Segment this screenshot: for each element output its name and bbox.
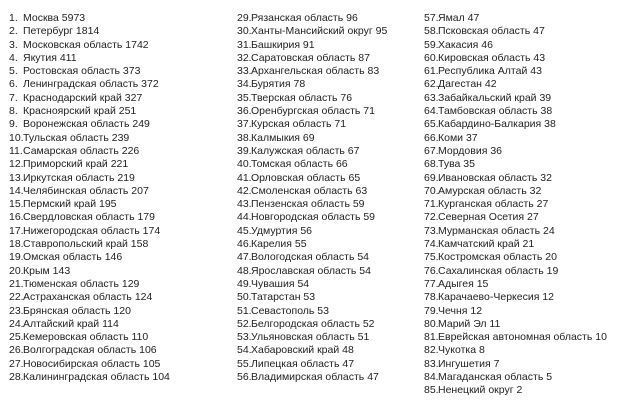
list-item-number: 36. xyxy=(237,105,252,118)
list-item-number: 14. xyxy=(9,184,24,197)
list-item xyxy=(424,25,634,38)
list-item xyxy=(237,305,437,318)
list-item-label: Волгоградская область 106 xyxy=(23,344,157,357)
list-item xyxy=(237,158,437,171)
list-item xyxy=(424,118,634,131)
list-item-number: 76. xyxy=(424,264,439,277)
list-item xyxy=(237,331,437,344)
list-item xyxy=(9,278,224,291)
list-item-number: 73. xyxy=(424,224,439,237)
list-item xyxy=(424,65,634,78)
list-item-label: Томская область 66 xyxy=(251,158,348,171)
region-list-column-3 xyxy=(424,12,634,398)
list-item-label: Магаданская область 5 xyxy=(438,371,553,384)
list-item-number: 80. xyxy=(424,317,439,330)
list-item-label: Приморский край 221 xyxy=(23,158,129,171)
list-item-label: Самарская область 226 xyxy=(23,144,140,157)
list-item-label: Рязанская область 96 xyxy=(251,12,358,24)
list-item-number: 23. xyxy=(9,304,24,317)
list-item-label: Северная Осетия 27 xyxy=(438,211,539,224)
list-item-label: Ингушетия 7 xyxy=(438,357,500,370)
list-item xyxy=(9,12,224,25)
list-item xyxy=(237,65,437,78)
region-list-column-2 xyxy=(237,12,437,384)
list-item-label: Орловская область 65 xyxy=(251,171,361,184)
list-item xyxy=(424,358,634,371)
list-item-label: Липецкая область 47 xyxy=(251,357,355,370)
list-item-number: 29. xyxy=(237,12,252,24)
list-item-label: Ростовская область 373 xyxy=(23,65,141,78)
list-item-number: 57. xyxy=(424,12,439,24)
list-item-number: 52. xyxy=(237,317,252,330)
list-item-label: Омская область 146 xyxy=(23,251,123,264)
list-item-number: 1. xyxy=(9,12,18,24)
list-item-label: Калининградская область 104 xyxy=(23,371,170,384)
list-item-label: Пермский край 195 xyxy=(23,198,117,211)
list-item-number: 11. xyxy=(9,144,23,157)
list-item-label: Сахалинская область 19 xyxy=(438,264,559,277)
list-item-label: Удмуртия 56 xyxy=(251,224,313,237)
list-item-number: 40. xyxy=(237,158,252,171)
list-item-number: 79. xyxy=(424,304,439,317)
list-item-number: 81. xyxy=(424,331,439,344)
list-item xyxy=(237,291,437,304)
list-item xyxy=(424,158,634,171)
list-item-number: 70. xyxy=(424,184,439,197)
list-item xyxy=(424,251,634,264)
list-item-number: 20. xyxy=(9,264,24,277)
list-item xyxy=(9,25,224,38)
list-item xyxy=(237,198,437,211)
list-item xyxy=(237,52,437,65)
list-item-label: Тульская область 239 xyxy=(23,131,130,144)
list-item-number: 32. xyxy=(237,51,252,64)
list-item-label: Севастополь 53 xyxy=(251,304,329,317)
list-item-label: Вологодская область 54 xyxy=(251,251,370,264)
list-item-label: Брянская область 120 xyxy=(23,304,131,317)
list-item-label: Воронежская область 249 xyxy=(23,118,150,131)
list-item-label: Хабаровский край 48 xyxy=(251,344,354,357)
list-item-label: Свердловская область 179 xyxy=(23,211,155,224)
list-item-number: 82. xyxy=(424,344,439,357)
list-item-number: 53. xyxy=(237,331,252,344)
list-item-number: 47. xyxy=(237,251,252,264)
list-item-number: 41. xyxy=(237,171,252,184)
list-item-label: Пензенская область 59 xyxy=(251,198,365,211)
list-item xyxy=(9,39,224,52)
list-item-label: Астраханская область 124 xyxy=(23,291,153,304)
list-item-label: Ханты-Мансийский округ 95 xyxy=(251,25,388,38)
list-item xyxy=(424,225,634,238)
list-item xyxy=(9,211,224,224)
list-item-label: Краснодарский край 327 xyxy=(23,91,143,104)
list-item-label: Калмыкия 69 xyxy=(251,131,315,144)
list-item-label: Чувашия 54 xyxy=(251,277,310,290)
list-item xyxy=(237,78,437,91)
list-item xyxy=(424,344,634,357)
list-item xyxy=(9,78,224,91)
list-item-label: Якутия 411 xyxy=(23,51,77,64)
list-item xyxy=(237,251,437,264)
list-item-number: 3. xyxy=(9,38,18,51)
list-item-label: Нижегородская область 174 xyxy=(23,224,161,237)
list-item-label: Кировская область 43 xyxy=(438,51,546,64)
list-item-label: Курганская область 27 xyxy=(438,198,549,211)
list-item xyxy=(424,371,634,384)
list-item-number: 35. xyxy=(237,91,252,104)
list-item-number: 4. xyxy=(9,51,18,64)
list-item-label: Республика Алтай 43 xyxy=(438,65,542,78)
list-item xyxy=(9,344,224,357)
list-item xyxy=(424,185,634,198)
list-item xyxy=(424,198,634,211)
list-item-number: 48. xyxy=(237,264,252,277)
list-item xyxy=(9,265,224,278)
list-item xyxy=(424,39,634,52)
list-item xyxy=(9,172,224,185)
list-item-label: Ненецкий округ 2 xyxy=(438,384,523,397)
list-item xyxy=(9,305,224,318)
list-item-number: 27. xyxy=(9,357,24,370)
list-item-number: 83. xyxy=(424,357,439,370)
list-item-label: Чукотка 8 xyxy=(438,344,485,357)
list-item-label: Ямал 47 xyxy=(438,12,480,24)
list-item-number: 45. xyxy=(237,224,252,237)
list-item-number: 39. xyxy=(237,144,252,157)
list-item-number: 84. xyxy=(424,371,439,384)
list-item-number: 72. xyxy=(424,211,439,224)
list-item xyxy=(237,344,437,357)
list-item-number: 61. xyxy=(424,65,439,78)
list-item-label: Саратовская область 87 xyxy=(251,51,370,64)
list-item-number: 8. xyxy=(9,105,18,118)
list-item-label: Тверская область 76 xyxy=(251,91,353,104)
list-item-label: Москва 5973 xyxy=(23,12,86,24)
list-item xyxy=(424,145,634,158)
list-item xyxy=(237,172,437,185)
list-item xyxy=(424,238,634,251)
list-item-number: 62. xyxy=(424,78,439,91)
list-item-number: 30. xyxy=(237,25,252,38)
list-item-label: Челябинская область 207 xyxy=(23,184,149,197)
list-item-number: 15. xyxy=(9,198,24,211)
list-item xyxy=(237,371,437,384)
list-item-label: Коми 37 xyxy=(438,131,478,144)
list-item xyxy=(9,331,224,344)
list-item-number: 58. xyxy=(424,25,439,38)
list-item-label: Хакасия 46 xyxy=(438,38,493,51)
list-item xyxy=(9,145,224,158)
list-item-number: 51. xyxy=(237,304,252,317)
list-item-number: 60. xyxy=(424,51,439,64)
list-item-number: 69. xyxy=(424,171,439,184)
list-item-label: Ярославская область 54 xyxy=(251,264,371,277)
list-item xyxy=(237,118,437,131)
list-item xyxy=(237,211,437,224)
list-item-number: 44. xyxy=(237,211,252,224)
list-item-number: 64. xyxy=(424,105,439,118)
list-item-number: 49. xyxy=(237,277,252,290)
list-item xyxy=(237,105,437,118)
list-item xyxy=(237,225,437,238)
list-item-label: Кемеровская область 110 xyxy=(23,331,149,344)
list-item xyxy=(9,291,224,304)
list-item-label: Псковская область 47 xyxy=(438,25,545,38)
list-item xyxy=(424,265,634,278)
list-item-number: 18. xyxy=(9,238,24,251)
list-item-label: Камчатский край 21 xyxy=(438,238,535,251)
list-item-label: Ставропольский край 158 xyxy=(23,238,149,251)
list-item-number: 63. xyxy=(424,91,439,104)
list-item-number: 54. xyxy=(237,344,252,357)
list-item-label: Красноярский край 251 xyxy=(23,105,137,118)
list-item-number: 50. xyxy=(237,291,252,304)
list-item-number: 19. xyxy=(9,251,24,264)
list-item-number: 13. xyxy=(9,171,24,184)
list-item-label: Тюменская область 129 xyxy=(23,277,140,290)
list-item-label: Амурская область 32 xyxy=(438,184,542,197)
list-item-number: 9. xyxy=(9,118,18,131)
list-item-label: Новосибирская область 105 xyxy=(23,357,161,370)
list-item xyxy=(424,384,634,397)
list-item-label: Ивановская область 32 xyxy=(438,171,552,184)
list-item-number: 10. xyxy=(9,131,24,144)
list-item-number: 85. xyxy=(424,384,439,397)
list-item xyxy=(424,278,634,291)
list-item-label: Алтайский край 114 xyxy=(23,317,119,330)
list-item-label: Карачаево-Черкесия 12 xyxy=(438,291,554,304)
list-item xyxy=(424,318,634,331)
list-item-label: Иркутская область 219 xyxy=(23,171,135,184)
list-item xyxy=(237,238,437,251)
list-item-number: 25. xyxy=(9,331,24,344)
list-item xyxy=(237,265,437,278)
list-item-number: 55. xyxy=(237,357,252,370)
list-item xyxy=(9,52,224,65)
list-item-label: Оренбургская область 71 xyxy=(251,105,375,118)
list-item-label: Мурманская область 24 xyxy=(438,224,555,237)
list-item-label: Ульяновская область 51 xyxy=(251,331,370,344)
list-item-number: 43. xyxy=(237,198,252,211)
list-item xyxy=(237,278,437,291)
list-item-label: Ленинградская область 372 xyxy=(23,78,159,91)
list-item xyxy=(9,225,224,238)
list-item-number: 59. xyxy=(424,38,439,51)
list-item-number: 22. xyxy=(9,291,24,304)
list-item-label: Тува 35 xyxy=(438,158,475,171)
list-item xyxy=(9,358,224,371)
list-item-number: 74. xyxy=(424,238,439,251)
list-item xyxy=(424,78,634,91)
list-item-label: Смоленская область 63 xyxy=(251,184,368,197)
list-item-number: 34. xyxy=(237,78,252,91)
list-item-label: Курская область 71 xyxy=(251,118,347,131)
list-item-number: 33. xyxy=(237,65,252,78)
list-item-label: Кабардино-Балкария 38 xyxy=(438,118,556,131)
list-item-label: Владимирская область 47 xyxy=(251,371,379,384)
list-item xyxy=(237,92,437,105)
list-item xyxy=(237,185,437,198)
list-item xyxy=(424,211,634,224)
list-item-number: 77. xyxy=(424,277,439,290)
list-item xyxy=(237,132,437,145)
list-item-label: Крым 143 xyxy=(23,264,71,277)
list-item xyxy=(9,158,224,171)
list-item xyxy=(9,185,224,198)
list-item-number: 78. xyxy=(424,291,439,304)
list-item xyxy=(424,132,634,145)
list-item-label: Адыгея 15 xyxy=(438,277,489,290)
list-item-label: Башкирия 91 xyxy=(251,38,315,51)
list-item xyxy=(237,145,437,158)
list-item xyxy=(424,92,634,105)
list-item-number: 5. xyxy=(9,65,18,78)
list-item-number: 71. xyxy=(424,198,439,211)
list-item xyxy=(9,238,224,251)
list-item-label: Еврейская автономная область 10 xyxy=(438,331,607,344)
list-item-number: 26. xyxy=(9,344,24,357)
list-item xyxy=(9,318,224,331)
list-item-number: 31. xyxy=(237,38,252,51)
list-item-label: Белгородская область 52 xyxy=(251,317,375,330)
list-item xyxy=(237,318,437,331)
list-item xyxy=(9,198,224,211)
list-item xyxy=(237,12,437,25)
list-item xyxy=(424,105,634,118)
list-item xyxy=(9,132,224,145)
list-item-number: 68. xyxy=(424,158,439,171)
list-item-number: 28. xyxy=(9,371,24,384)
list-item xyxy=(9,92,224,105)
list-item xyxy=(424,52,634,65)
list-item xyxy=(424,12,634,25)
list-item xyxy=(424,172,634,185)
list-item-label: Марий Эл 11 xyxy=(438,317,501,330)
list-item xyxy=(237,39,437,52)
list-item-number: 65. xyxy=(424,118,439,131)
list-item-number: 7. xyxy=(9,91,18,104)
list-item-number: 38. xyxy=(237,131,252,144)
list-item-number: 16. xyxy=(9,211,24,224)
list-item xyxy=(9,65,224,78)
list-item xyxy=(9,371,224,384)
list-item xyxy=(424,291,634,304)
list-item-label: Новгородская область 59 xyxy=(251,211,376,224)
list-item-number: 66. xyxy=(424,131,439,144)
list-item-label: Татарстан 53 xyxy=(251,291,316,304)
list-item-label: Чечня 12 xyxy=(438,304,483,317)
list-item-number: 75. xyxy=(424,251,439,264)
list-item-label: Бурятия 78 xyxy=(251,78,306,91)
list-item-number: 17. xyxy=(9,224,24,237)
list-item-number: 21. xyxy=(9,277,24,290)
list-item xyxy=(9,105,224,118)
list-item-number: 12. xyxy=(9,158,24,171)
list-item-label: Петербург 1814 xyxy=(23,25,100,38)
list-item xyxy=(237,25,437,38)
list-item xyxy=(424,305,634,318)
list-item-number: 24. xyxy=(9,317,24,330)
list-item xyxy=(424,331,634,344)
list-item xyxy=(9,251,224,264)
list-item-label: Калужская область 67 xyxy=(251,144,360,157)
list-item-number: 37. xyxy=(237,118,252,131)
list-item-number: 67. xyxy=(424,144,439,157)
list-item xyxy=(237,358,437,371)
list-item-label: Карелия 55 xyxy=(251,238,307,251)
region-list-column-1 xyxy=(9,12,224,384)
list-item-label: Дагестан 42 xyxy=(438,78,497,91)
list-item-label: Забайкальский край 39 xyxy=(438,91,552,104)
list-item-number: 2. xyxy=(9,25,18,38)
list-item-number: 6. xyxy=(9,78,18,91)
list-item-label: Московская область 1742 xyxy=(23,38,149,51)
list-item xyxy=(9,118,224,131)
list-item-label: Мордовия 36 xyxy=(438,144,502,157)
list-item-label: Тамбовская область 38 xyxy=(438,105,553,118)
list-item-number: 42. xyxy=(237,184,252,197)
list-item-number: 56. xyxy=(237,371,252,384)
list-item-number: 46. xyxy=(237,238,252,251)
list-item-label: Архангельская область 83 xyxy=(251,65,380,78)
list-item-label: Костромская область 20 xyxy=(438,251,557,264)
